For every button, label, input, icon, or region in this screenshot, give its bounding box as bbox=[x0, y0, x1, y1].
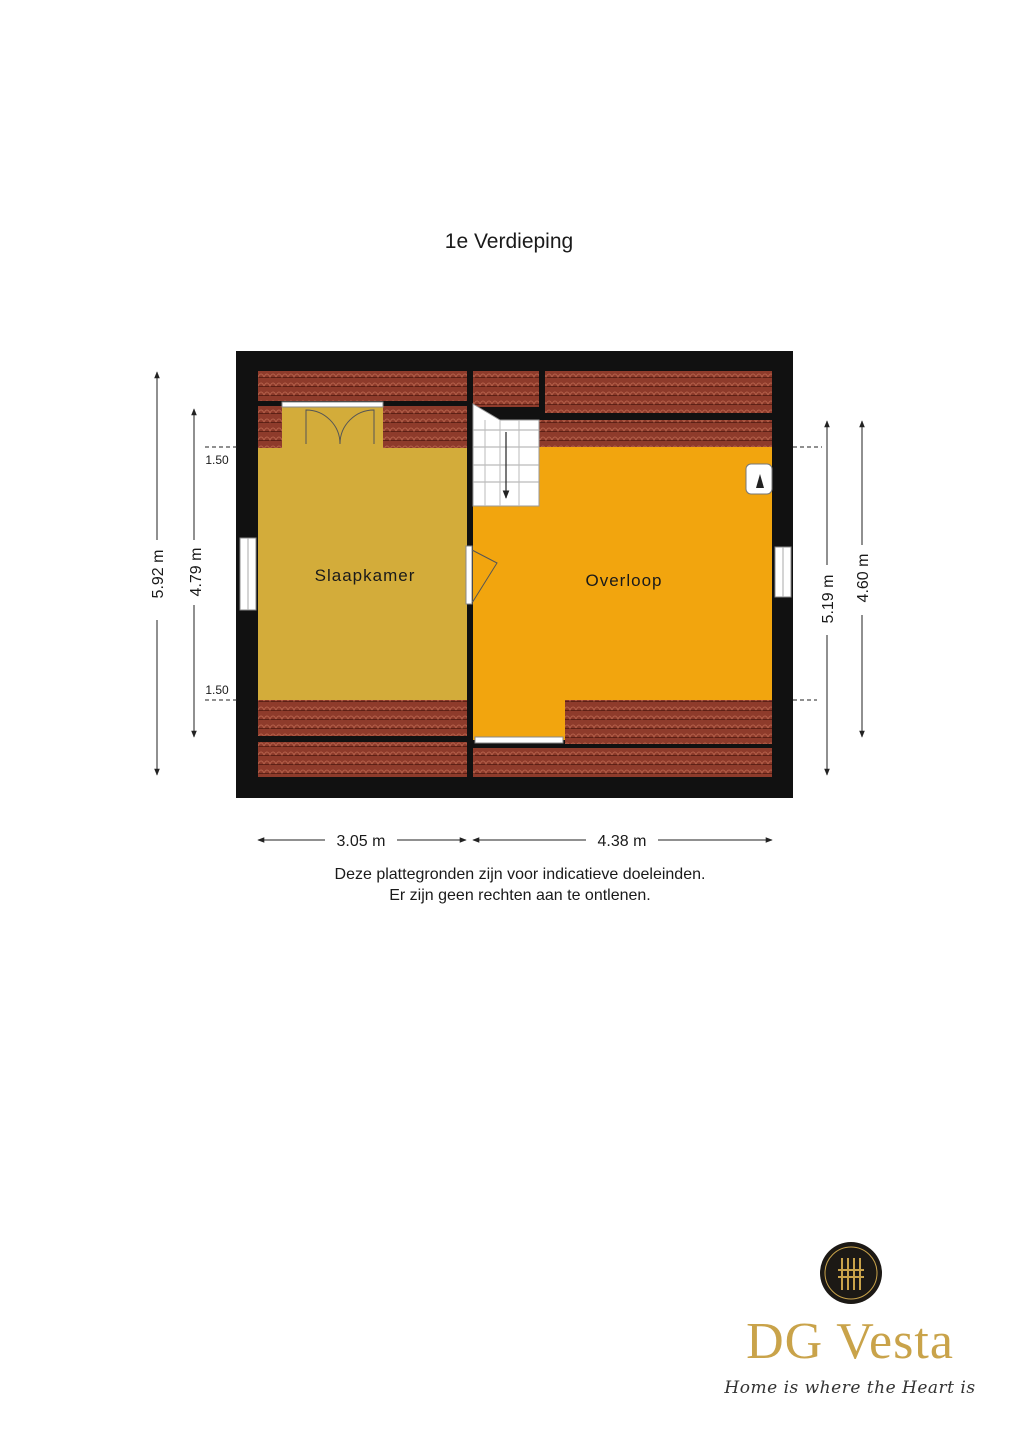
dim-label-width-right: 4.38 m bbox=[597, 833, 647, 850]
boiler-icon bbox=[746, 464, 772, 494]
room-label-overloop: Overloop bbox=[585, 571, 663, 590]
ceiling-label-bottom: 1.50 bbox=[205, 683, 229, 697]
roof-tiles-bottom-right-2 bbox=[473, 748, 772, 777]
roof-tiles-top-right bbox=[545, 371, 772, 413]
floor-title: 1e Verdieping bbox=[444, 230, 574, 253]
roof-tiles-bottom-right bbox=[565, 700, 772, 744]
disclaimer-line-2: Er zijn geen rechten aan te ontlenen. bbox=[389, 887, 651, 904]
disclaimer-line-1: Deze plattegronden zijn voor indicatieve doeleinden. bbox=[334, 866, 706, 883]
roof-tiles-bottom-left bbox=[258, 700, 467, 736]
dim-label-right-outer: 5.19 m bbox=[820, 574, 837, 624]
dim-label-width-left: 3.05 m bbox=[336, 833, 386, 850]
roof-tiles-bottom-left-2 bbox=[258, 742, 467, 777]
brand-name: DG Vesta bbox=[746, 1313, 954, 1370]
room-slaapkamer-closet bbox=[282, 406, 383, 448]
disclaimer bbox=[0, 864, 1018, 906]
ceiling-label-top: 1.50 bbox=[205, 453, 229, 467]
roof-tiles-top-left-inner-2 bbox=[383, 406, 467, 448]
brand-tagline: Home is where the Heart is bbox=[724, 1378, 976, 1398]
room-label-slaapkamer: Slaapkamer bbox=[314, 566, 416, 585]
roof-tiles-top-middle bbox=[473, 371, 539, 407]
roof-tiles-right-strip bbox=[539, 420, 772, 447]
dim-label-room-left: 4.79 m bbox=[188, 547, 205, 597]
dim-label-total-left: 5.92 m bbox=[150, 549, 167, 599]
dg-vesta-logo-icon bbox=[820, 1242, 882, 1304]
roof-tiles-top-left bbox=[258, 371, 467, 401]
roof-tiles-top-left-inner bbox=[258, 406, 282, 448]
window-bottom bbox=[475, 737, 563, 743]
dim-label-right-inner: 4.60 m bbox=[855, 553, 872, 603]
